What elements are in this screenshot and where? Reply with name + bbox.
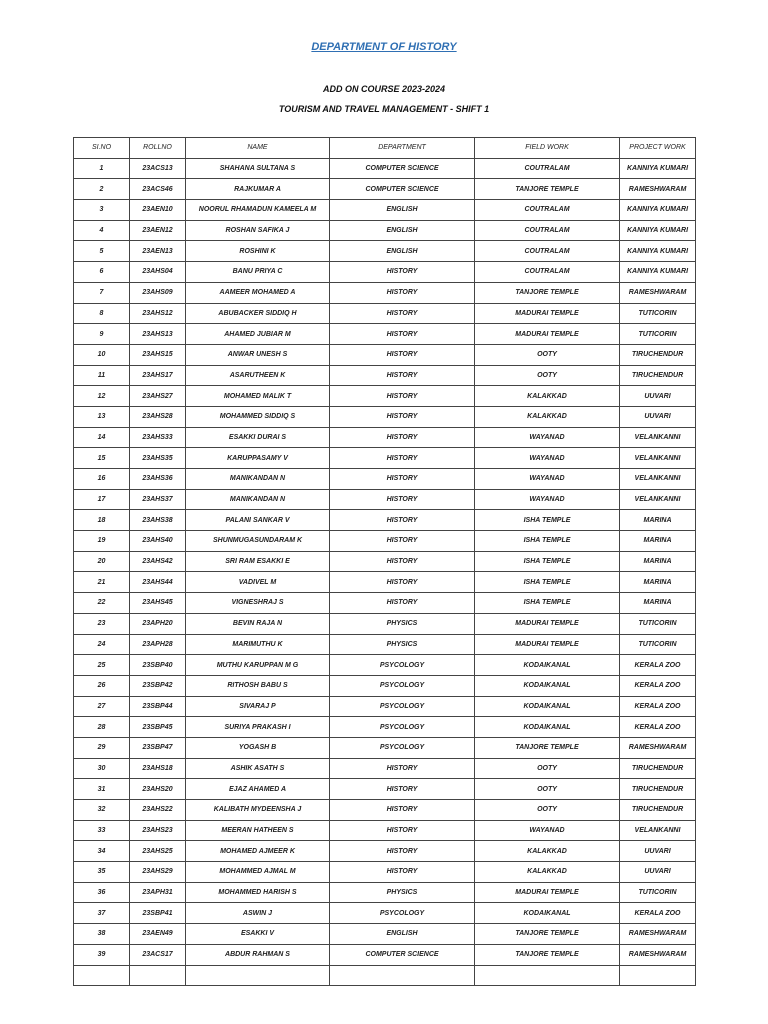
cell-department: COMPUTER SCIENCE: [330, 179, 475, 200]
cell-department: HISTORY: [330, 572, 475, 593]
cell-roll-no: 23AEN49: [130, 924, 186, 945]
cell-name: SHAHANA SULTANA S: [186, 158, 330, 179]
cell-project-work: KERALA ZOO: [620, 655, 696, 676]
cell-project-work: VELANKANNI: [620, 427, 696, 448]
cell-name: ESAKKI DURAI S: [186, 427, 330, 448]
cell-project-work: MARINA: [620, 551, 696, 572]
cell-roll-no: 23AHS33: [130, 427, 186, 448]
table-row: [74, 965, 696, 986]
cell-department: HISTORY: [330, 779, 475, 800]
cell-department: HISTORY: [330, 365, 475, 386]
cell-field-work: WAYANAD: [475, 469, 620, 490]
cell-project-work: TIRUCHENDUR: [620, 365, 696, 386]
cell-sl-no: 34: [74, 841, 130, 862]
cell-sl-no: 11: [74, 365, 130, 386]
cell-field-work: OOTY: [475, 758, 620, 779]
cell-field-work: KODAIKANAL: [475, 903, 620, 924]
table-row: [74, 510, 696, 531]
cell-field-work: TANJORE TEMPLE: [475, 924, 620, 945]
cell-project-work: UUVARI: [620, 841, 696, 862]
cell-name: MUTHU KARUPPAN M G: [186, 655, 330, 676]
cell-name: SIVARAJ P: [186, 696, 330, 717]
cell-sl-no: 30: [74, 758, 130, 779]
cell-name: MARIMUTHU K: [186, 634, 330, 655]
cell-department: HISTORY: [330, 386, 475, 407]
column-header-project-work: PROJECT WORK: [620, 138, 696, 159]
cell-department: HISTORY: [330, 427, 475, 448]
cell-department: PSYCOLOGY: [330, 903, 475, 924]
table-row: [74, 572, 696, 593]
cell-field-work: TANJORE TEMPLE: [475, 944, 620, 965]
cell-name: RITHOSH BABU S: [186, 675, 330, 696]
cell-project-work: KANNIYA KUMARI: [620, 200, 696, 221]
cell-department: COMPUTER SCIENCE: [330, 158, 475, 179]
table-row: [74, 944, 696, 965]
cell-name: ROSHAN SAFIKA J: [186, 220, 330, 241]
cell-sl-no: 38: [74, 924, 130, 945]
table-row: [74, 448, 696, 469]
cell-project-work: MARINA: [620, 531, 696, 552]
cell-sl-no: 7: [74, 282, 130, 303]
cell-roll-no: 23AHS12: [130, 303, 186, 324]
table-row: [74, 717, 696, 738]
cell-sl-no: 1: [74, 158, 130, 179]
cell-name: NOORUL RHAMADUN KAMEELA M: [186, 200, 330, 221]
cell-field-work: COUTRALAM: [475, 220, 620, 241]
cell-project-work: TIRUCHENDUR: [620, 800, 696, 821]
cell-field-work: WAYANAD: [475, 489, 620, 510]
cell-name: MOHAMED MALIK T: [186, 386, 330, 407]
cell-project-work: TUTICORIN: [620, 613, 696, 634]
cell-sl-no: 28: [74, 717, 130, 738]
cell-field-work: ISHA TEMPLE: [475, 551, 620, 572]
table-row: [74, 262, 696, 283]
cell-sl-no: 5: [74, 241, 130, 262]
cell-field-work: KALAKKAD: [475, 386, 620, 407]
cell-field-work: ISHA TEMPLE: [475, 593, 620, 614]
cell-sl-no: 36: [74, 882, 130, 903]
table-row: [74, 344, 696, 365]
cell-project-work: KERALA ZOO: [620, 675, 696, 696]
cell-field-work: OOTY: [475, 800, 620, 821]
table-row: [74, 241, 696, 262]
column-header-roll-no: ROLLNO: [130, 138, 186, 159]
cell-project-work: MARINA: [620, 510, 696, 531]
cell-roll-no: 23AHS44: [130, 572, 186, 593]
cell-roll-no: 23AHS15: [130, 344, 186, 365]
student-table: [73, 137, 696, 986]
cell-sl-no: 6: [74, 262, 130, 283]
cell-project-work: KERALA ZOO: [620, 903, 696, 924]
cell-roll-no: 23AHS27: [130, 386, 186, 407]
cell-name: PALANI SANKAR V: [186, 510, 330, 531]
cell-sl-no: 37: [74, 903, 130, 924]
cell-field-work: MADURAI TEMPLE: [475, 634, 620, 655]
cell-department: HISTORY: [330, 406, 475, 427]
cell-name: MOHAMMED AJMAL M: [186, 862, 330, 883]
cell-field-work: KODAIKANAL: [475, 717, 620, 738]
cell-roll-no: 23SBP41: [130, 903, 186, 924]
cell-field-work: KALAKKAD: [475, 841, 620, 862]
cell-field-work: OOTY: [475, 365, 620, 386]
cell-sl-no: [74, 965, 130, 986]
cell-sl-no: 25: [74, 655, 130, 676]
cell-field-work: TANJORE TEMPLE: [475, 282, 620, 303]
cell-sl-no: 8: [74, 303, 130, 324]
cell-project-work: KERALA ZOO: [620, 696, 696, 717]
cell-field-work: KODAIKANAL: [475, 675, 620, 696]
cell-roll-no: 23APH20: [130, 613, 186, 634]
cell-name: RAJKUMAR A: [186, 179, 330, 200]
cell-name: ABDUR RAHMAN S: [186, 944, 330, 965]
cell-name: VIGNESHRAJ S: [186, 593, 330, 614]
cell-field-work: ISHA TEMPLE: [475, 531, 620, 552]
cell-department: HISTORY: [330, 489, 475, 510]
cell-department: ENGLISH: [330, 241, 475, 262]
cell-department: [330, 965, 475, 986]
cell-roll-no: 23AHS09: [130, 282, 186, 303]
cell-field-work: MADURAI TEMPLE: [475, 882, 620, 903]
cell-department: HISTORY: [330, 593, 475, 614]
cell-name: ROSHINI K: [186, 241, 330, 262]
table-row: [74, 158, 696, 179]
cell-roll-no: 23AHS35: [130, 448, 186, 469]
cell-department: ENGLISH: [330, 200, 475, 221]
cell-sl-no: 21: [74, 572, 130, 593]
cell-roll-no: 23SBP45: [130, 717, 186, 738]
cell-department: HISTORY: [330, 469, 475, 490]
cell-project-work: KANNIYA KUMARI: [620, 241, 696, 262]
cell-sl-no: 12: [74, 386, 130, 407]
cell-project-work: TIRUCHENDUR: [620, 758, 696, 779]
cell-department: ENGLISH: [330, 924, 475, 945]
table-row: [74, 862, 696, 883]
cell-name: MOHAMMED SIDDIQ S: [186, 406, 330, 427]
cell-project-work: RAMESHWARAM: [620, 737, 696, 758]
cell-project-work: UUVARI: [620, 406, 696, 427]
cell-roll-no: 23AHS28: [130, 406, 186, 427]
cell-department: HISTORY: [330, 800, 475, 821]
cell-department: PSYCOLOGY: [330, 717, 475, 738]
cell-project-work: UUVARI: [620, 862, 696, 883]
table-row: [74, 365, 696, 386]
cell-field-work: COUTRALAM: [475, 158, 620, 179]
cell-name: KALIBATH MYDEENSHA J: [186, 800, 330, 821]
cell-department: HISTORY: [330, 282, 475, 303]
cell-sl-no: 29: [74, 737, 130, 758]
cell-name: ABUBACKER SIDDIQ H: [186, 303, 330, 324]
department-title: DEPARTMENT OF HISTORY: [311, 41, 457, 53]
cell-roll-no: 23AEN10: [130, 200, 186, 221]
table-header-row: [74, 138, 696, 159]
column-header-sl-no: SI.NO: [74, 138, 130, 159]
table-row: [74, 779, 696, 800]
cell-name: YOGASH B: [186, 737, 330, 758]
table-row: [74, 551, 696, 572]
table-row: [74, 800, 696, 821]
cell-sl-no: 26: [74, 675, 130, 696]
cell-field-work: KODAIKANAL: [475, 655, 620, 676]
cell-roll-no: 23AHS17: [130, 365, 186, 386]
cell-sl-no: 2: [74, 179, 130, 200]
cell-roll-no: 23ACS17: [130, 944, 186, 965]
table-row: [74, 924, 696, 945]
cell-department: HISTORY: [330, 510, 475, 531]
table-row: [74, 179, 696, 200]
course-subtitle: TOURISM AND TRAVEL MANAGEMENT - SHIFT 1: [278, 104, 490, 114]
cell-project-work: MARINA: [620, 572, 696, 593]
cell-project-work: TUTICORIN: [620, 634, 696, 655]
cell-name: VADIVEL M: [186, 572, 330, 593]
cell-project-work: MARINA: [620, 593, 696, 614]
cell-project-work: KANNIYA KUMARI: [620, 220, 696, 241]
cell-name: MANIKANDAN N: [186, 489, 330, 510]
cell-project-work: VELANKANNI: [620, 489, 696, 510]
cell-department: PHYSICS: [330, 634, 475, 655]
cell-department: HISTORY: [330, 862, 475, 883]
cell-name: KARUPPASAMY V: [186, 448, 330, 469]
cell-field-work: WAYANAD: [475, 820, 620, 841]
cell-department: HISTORY: [330, 262, 475, 283]
cell-sl-no: 9: [74, 324, 130, 345]
cell-project-work: KANNIYA KUMARI: [620, 262, 696, 283]
table-row: [74, 737, 696, 758]
table-row: [74, 696, 696, 717]
cell-roll-no: 23AHS25: [130, 841, 186, 862]
cell-department: HISTORY: [330, 841, 475, 862]
cell-project-work: UUVARI: [620, 386, 696, 407]
cell-sl-no: 16: [74, 469, 130, 490]
cell-roll-no: 23AHS18: [130, 758, 186, 779]
cell-sl-no: 23: [74, 613, 130, 634]
cell-roll-no: 23ACS13: [130, 158, 186, 179]
cell-field-work: WAYANAD: [475, 427, 620, 448]
cell-sl-no: 3: [74, 200, 130, 221]
table-row: [74, 531, 696, 552]
cell-sl-no: 33: [74, 820, 130, 841]
cell-sl-no: 15: [74, 448, 130, 469]
cell-sl-no: 39: [74, 944, 130, 965]
cell-name: MEERAN HATHEEN S: [186, 820, 330, 841]
cell-department: HISTORY: [330, 303, 475, 324]
column-header-name: NAME: [186, 138, 330, 159]
table-row: [74, 406, 696, 427]
cell-department: HISTORY: [330, 531, 475, 552]
cell-name: ANWAR UNESH S: [186, 344, 330, 365]
table-row: [74, 282, 696, 303]
cell-project-work: RAMESHWARAM: [620, 924, 696, 945]
cell-field-work: WAYANAD: [475, 448, 620, 469]
column-header-department: DEPARTMENT: [330, 138, 475, 159]
cell-project-work: TIRUCHENDUR: [620, 344, 696, 365]
table-row: [74, 675, 696, 696]
cell-roll-no: 23AHS37: [130, 489, 186, 510]
cell-sl-no: 19: [74, 531, 130, 552]
cell-field-work: ISHA TEMPLE: [475, 572, 620, 593]
cell-name: ASHIK ASATH S: [186, 758, 330, 779]
cell-project-work: TUTICORIN: [620, 882, 696, 903]
cell-name: SRI RAM ESAKKI E: [186, 551, 330, 572]
cell-department: PHYSICS: [330, 882, 475, 903]
table-row: [74, 634, 696, 655]
cell-roll-no: 23AHS42: [130, 551, 186, 572]
cell-roll-no: 23ACS46: [130, 179, 186, 200]
cell-sl-no: 27: [74, 696, 130, 717]
table-row: [74, 758, 696, 779]
cell-project-work: RAMESHWARAM: [620, 944, 696, 965]
column-header-field-work: FIELD WORK: [475, 138, 620, 159]
cell-name: [186, 965, 330, 986]
cell-name: AHAMED JUBIAR M: [186, 324, 330, 345]
cell-sl-no: 31: [74, 779, 130, 800]
cell-sl-no: 17: [74, 489, 130, 510]
cell-field-work: [475, 965, 620, 986]
table-row: [74, 613, 696, 634]
cell-name: ASARUTHEEN K: [186, 365, 330, 386]
cell-name: AAMEER MOHAMED A: [186, 282, 330, 303]
cell-department: PSYCOLOGY: [330, 737, 475, 758]
table-row: [74, 841, 696, 862]
cell-field-work: COUTRALAM: [475, 262, 620, 283]
cell-project-work: TUTICORIN: [620, 324, 696, 345]
cell-department: PSYCOLOGY: [330, 655, 475, 676]
table-body: [74, 158, 696, 986]
cell-roll-no: 23SBP40: [130, 655, 186, 676]
cell-roll-no: 23AHS38: [130, 510, 186, 531]
cell-roll-no: 23SBP42: [130, 675, 186, 696]
cell-roll-no: 23AHS23: [130, 820, 186, 841]
cell-field-work: TANJORE TEMPLE: [475, 737, 620, 758]
cell-roll-no: 23AHS45: [130, 593, 186, 614]
table-row: [74, 220, 696, 241]
cell-field-work: OOTY: [475, 344, 620, 365]
cell-department: HISTORY: [330, 551, 475, 572]
table-row: [74, 303, 696, 324]
cell-name: BEVIN RAJA N: [186, 613, 330, 634]
cell-name: ASWIN J: [186, 903, 330, 924]
cell-department: COMPUTER SCIENCE: [330, 944, 475, 965]
cell-name: SURIYA PRAKASH I: [186, 717, 330, 738]
cell-sl-no: 10: [74, 344, 130, 365]
cell-field-work: MADURAI TEMPLE: [475, 613, 620, 634]
cell-roll-no: 23SBP47: [130, 737, 186, 758]
cell-department: HISTORY: [330, 820, 475, 841]
cell-department: HISTORY: [330, 448, 475, 469]
cell-field-work: COUTRALAM: [475, 241, 620, 262]
cell-field-work: ISHA TEMPLE: [475, 510, 620, 531]
cell-project-work: [620, 965, 696, 986]
cell-roll-no: 23SBP44: [130, 696, 186, 717]
cell-field-work: KALAKKAD: [475, 862, 620, 883]
cell-project-work: RAMESHWARAM: [620, 282, 696, 303]
cell-project-work: KANNIYA KUMARI: [620, 158, 696, 179]
cell-department: PSYCOLOGY: [330, 675, 475, 696]
cell-field-work: MADURAI TEMPLE: [475, 303, 620, 324]
cell-department: HISTORY: [330, 344, 475, 365]
cell-roll-no: 23AHS40: [130, 531, 186, 552]
cell-sl-no: 35: [74, 862, 130, 883]
cell-field-work: COUTRALAM: [475, 200, 620, 221]
cell-field-work: TANJORE TEMPLE: [475, 179, 620, 200]
cell-sl-no: 22: [74, 593, 130, 614]
cell-field-work: KALAKKAD: [475, 406, 620, 427]
cell-department: PHYSICS: [330, 613, 475, 634]
cell-sl-no: 18: [74, 510, 130, 531]
cell-name: ESAKKI V: [186, 924, 330, 945]
cell-project-work: RAMESHWARAM: [620, 179, 696, 200]
cell-project-work: TUTICORIN: [620, 303, 696, 324]
cell-roll-no: 23APH31: [130, 882, 186, 903]
cell-roll-no: 23AHS29: [130, 862, 186, 883]
cell-roll-no: 23AEN13: [130, 241, 186, 262]
cell-department: PSYCOLOGY: [330, 696, 475, 717]
cell-name: BANU PRIYA C: [186, 262, 330, 283]
cell-department: ENGLISH: [330, 220, 475, 241]
cell-field-work: KODAIKANAL: [475, 696, 620, 717]
cell-sl-no: 20: [74, 551, 130, 572]
cell-project-work: TIRUCHENDUR: [620, 779, 696, 800]
cell-name: MOHAMED AJMEER K: [186, 841, 330, 862]
cell-name: MANIKANDAN N: [186, 469, 330, 490]
table-row: [74, 820, 696, 841]
table-row: [74, 882, 696, 903]
cell-roll-no: 23AHS04: [130, 262, 186, 283]
cell-project-work: KERALA ZOO: [620, 717, 696, 738]
table-row: [74, 200, 696, 221]
cell-roll-no: [130, 965, 186, 986]
cell-roll-no: 23AEN12: [130, 220, 186, 241]
cell-name: EJAZ AHAMED A: [186, 779, 330, 800]
cell-field-work: OOTY: [475, 779, 620, 800]
cell-project-work: VELANKANNI: [620, 469, 696, 490]
cell-name: MOHAMMED HARISH S: [186, 882, 330, 903]
cell-roll-no: 23AHS13: [130, 324, 186, 345]
cell-project-work: VELANKANNI: [620, 448, 696, 469]
cell-project-work: VELANKANNI: [620, 820, 696, 841]
table-row: [74, 469, 696, 490]
course-title: ADD ON COURSE 2023-2024: [322, 84, 446, 94]
cell-sl-no: 13: [74, 406, 130, 427]
cell-name: SHUNMUGASUNDARAM K: [186, 531, 330, 552]
table-row: [74, 593, 696, 614]
cell-roll-no: 23AHS22: [130, 800, 186, 821]
cell-department: HISTORY: [330, 758, 475, 779]
cell-department: HISTORY: [330, 324, 475, 345]
table-row: [74, 489, 696, 510]
cell-roll-no: 23APH28: [130, 634, 186, 655]
cell-sl-no: 24: [74, 634, 130, 655]
cell-field-work: MADURAI TEMPLE: [475, 324, 620, 345]
table-row: [74, 386, 696, 407]
table-row: [74, 655, 696, 676]
table-row: [74, 903, 696, 924]
table-row: [74, 324, 696, 345]
cell-sl-no: 4: [74, 220, 130, 241]
cell-sl-no: 32: [74, 800, 130, 821]
cell-sl-no: 14: [74, 427, 130, 448]
table-row: [74, 427, 696, 448]
cell-roll-no: 23AHS20: [130, 779, 186, 800]
cell-roll-no: 23AHS36: [130, 469, 186, 490]
